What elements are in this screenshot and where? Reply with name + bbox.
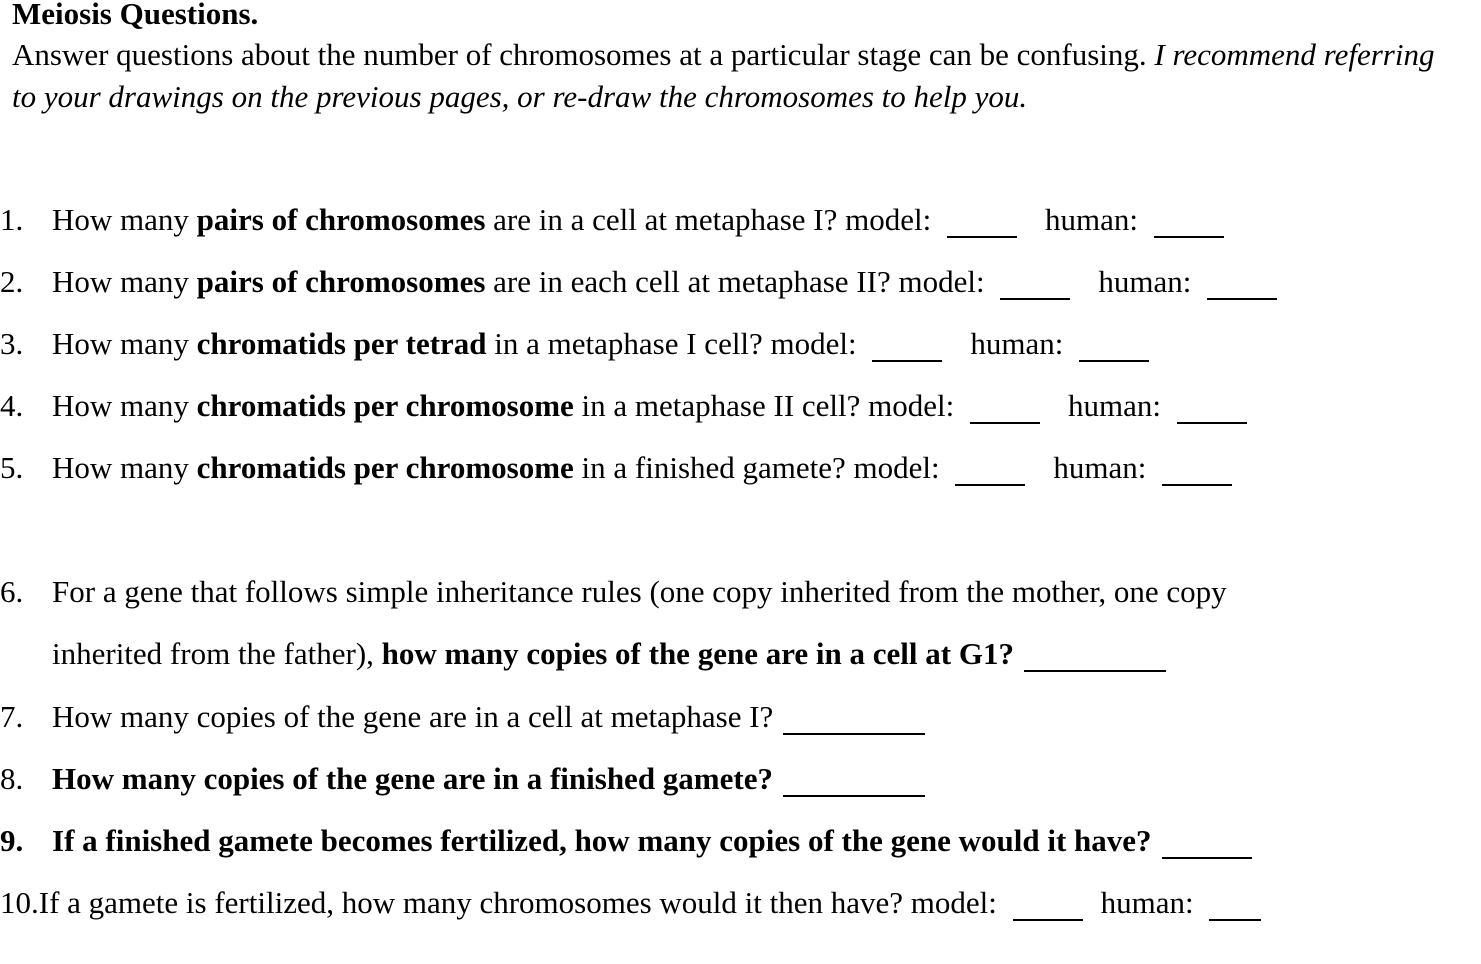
- question-bold: If a finished gamete becomes fertilized, how many copies of the gene would it have?: [52, 823, 1152, 858]
- question-number: 1.: [0, 202, 24, 237]
- question-text: How many: [52, 202, 197, 237]
- human-label: human:: [1053, 450, 1155, 485]
- question-text: If a gamete is fertilized, how many chromosomes would it then have? model:: [38, 885, 1005, 920]
- answer-blank[interactable]: [783, 767, 925, 797]
- human-label: human:: [1044, 202, 1146, 237]
- intro-italic: I recommend referring to your drawings on the previous pages, or re-draw the chromosomes to help you.: [12, 37, 1435, 114]
- question-text: in a finished gamete? model:: [573, 450, 948, 485]
- question-number: 9.: [0, 823, 24, 858]
- question-text: How many: [52, 388, 197, 423]
- model-answer-blank[interactable]: [1013, 891, 1083, 921]
- question-number: 7.: [0, 699, 24, 734]
- question-bold: pairs of chromosomes: [196, 264, 486, 299]
- question-1: [0, 200, 1224, 240]
- question-3: [0, 324, 1149, 364]
- human-answer-blank[interactable]: [1154, 208, 1224, 238]
- question-text: inherited from the father),: [52, 636, 382, 671]
- question-10: [0, 883, 1261, 923]
- question-6: [0, 572, 1227, 612]
- question-number: 3.: [0, 326, 24, 361]
- question-bold: pairs of chromosomes: [196, 202, 486, 237]
- question-text: are in a cell at metaphase I? model:: [485, 202, 939, 237]
- question-number: 10.: [0, 885, 39, 920]
- question-text: How many: [52, 264, 197, 299]
- question-bold: How many copies of the gene are in a finished gamete?: [52, 761, 773, 796]
- answer-blank[interactable]: [1024, 642, 1166, 672]
- human-label: human:: [1100, 885, 1202, 920]
- model-answer-blank[interactable]: [947, 208, 1017, 238]
- intro-paragraph: [12, 34, 1452, 118]
- question-text: How many: [52, 450, 197, 485]
- intro-plain: Answer questions about the number of chromosomes at a particular stage can be confusing.: [12, 37, 1155, 72]
- page-title: Meiosis Questions.: [12, 0, 259, 31]
- question-5: [0, 448, 1232, 488]
- model-answer-blank[interactable]: [955, 456, 1025, 486]
- human-answer-blank[interactable]: [1177, 394, 1247, 424]
- question-9: [0, 821, 1252, 861]
- model-answer-blank[interactable]: [872, 332, 942, 362]
- human-label: human:: [970, 326, 1072, 361]
- human-answer-blank[interactable]: [1209, 891, 1261, 921]
- question-number: 6.: [0, 574, 24, 609]
- model-answer-blank[interactable]: [1000, 270, 1070, 300]
- question-bold: chromatids per chromosome: [196, 450, 574, 485]
- human-answer-blank[interactable]: [1207, 270, 1277, 300]
- question-text: are in each cell at metaphase II? model:: [485, 264, 993, 299]
- question-text: How many copies of the gene are in a cell at metaphase I?: [52, 699, 774, 734]
- question-bold: chromatids per tetrad: [196, 326, 487, 361]
- question-number: 2.: [0, 264, 24, 299]
- question-8: [0, 759, 925, 799]
- question-text: in a metaphase I cell? model:: [486, 326, 865, 361]
- question-number: 5.: [0, 450, 24, 485]
- question-2: [0, 262, 1277, 302]
- question-bold: chromatids per chromosome: [196, 388, 574, 423]
- question-6-continued: [0, 634, 1166, 674]
- question-bold: how many copies of the gene are in a cell at G1?: [381, 636, 1014, 671]
- question-7: [0, 697, 925, 737]
- question-4: [0, 386, 1247, 426]
- human-answer-blank[interactable]: [1162, 456, 1232, 486]
- model-answer-blank[interactable]: [970, 394, 1040, 424]
- human-label: human:: [1068, 388, 1169, 423]
- question-number: 8.: [0, 761, 24, 796]
- question-text: For a gene that follows simple inheritance rules (one copy inherited from the mother, one copy: [52, 574, 1227, 609]
- answer-blank[interactable]: [1162, 829, 1252, 859]
- human-label: human:: [1098, 264, 1200, 299]
- human-answer-blank[interactable]: [1079, 332, 1149, 362]
- question-text: in a metaphase II cell? model:: [573, 388, 962, 423]
- answer-blank[interactable]: [783, 705, 925, 735]
- question-number: 4.: [0, 388, 24, 423]
- question-text: How many: [52, 326, 197, 361]
